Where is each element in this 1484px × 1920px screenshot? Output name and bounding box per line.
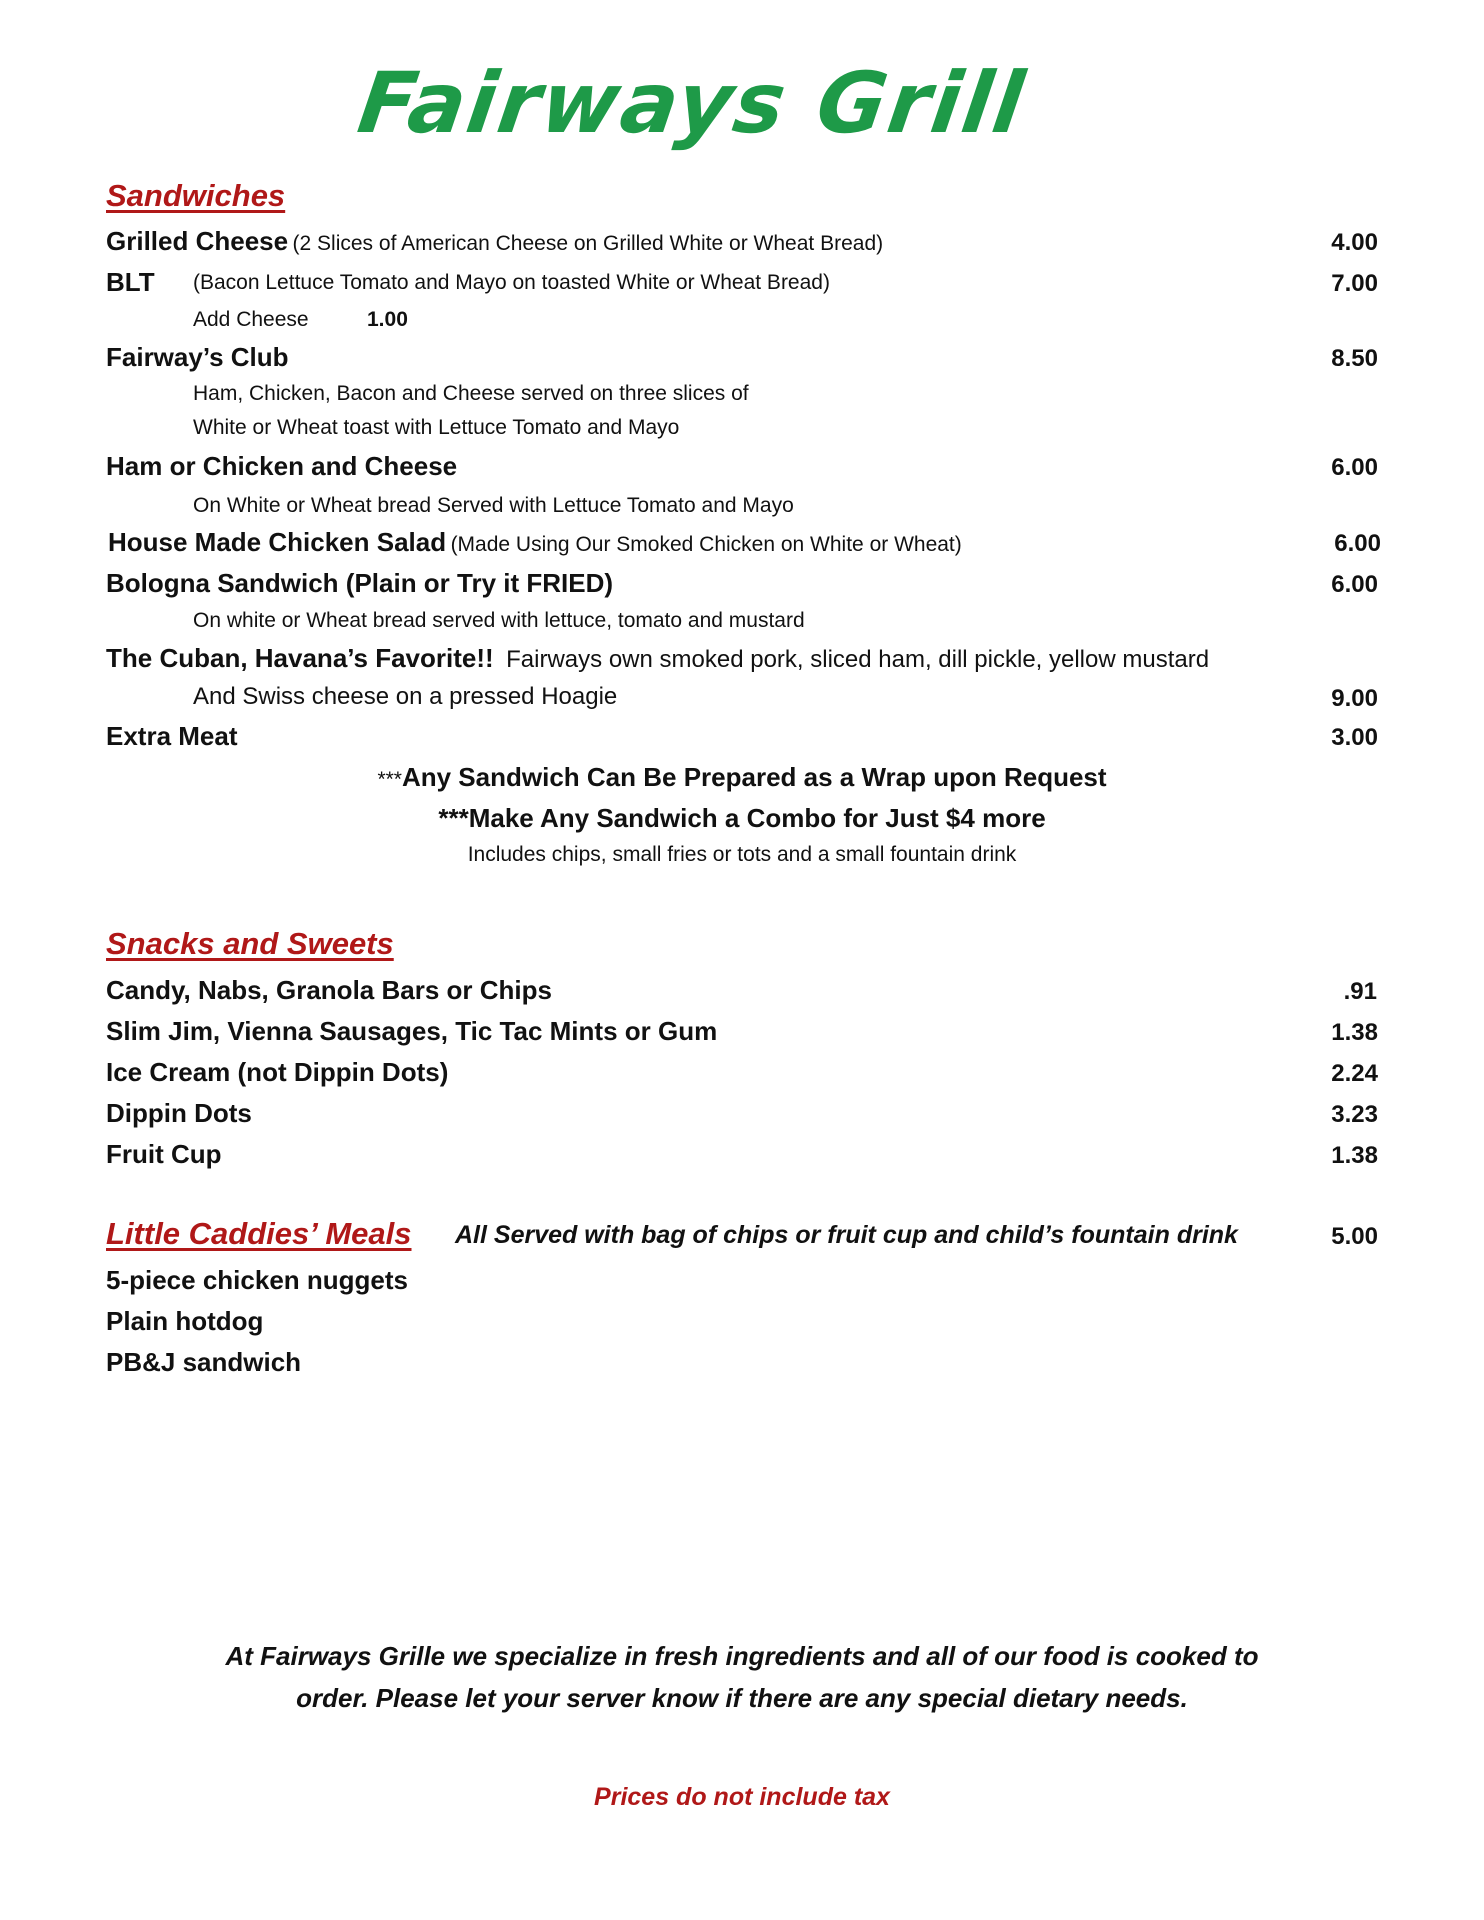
kids-item-name: Plain hotdog bbox=[106, 1306, 264, 1336]
item-price: 6.00 bbox=[1331, 571, 1378, 598]
item-name: The Cuban, Havana’s Favorite!! bbox=[106, 643, 494, 673]
item-price: 3.00 bbox=[1331, 724, 1378, 751]
wrap-note-prefix: *** bbox=[377, 768, 402, 791]
item-name-club: Fairway’s Club bbox=[106, 342, 289, 372]
snack-item-price: 1.38 bbox=[1331, 1142, 1378, 1169]
snack-item-name: Candy, Nabs, Granola Bars or Chips bbox=[106, 975, 552, 1005]
item-name: House Made Chicken Salad bbox=[108, 527, 447, 557]
item-price: 8.50 bbox=[1331, 345, 1378, 372]
addon-price: 1.00 bbox=[367, 308, 408, 331]
snack-item-price: .91 bbox=[1343, 978, 1377, 1005]
item-name-extra-meat: Extra Meat bbox=[106, 721, 238, 751]
item-name-blt: BLT bbox=[106, 267, 155, 297]
kids-item-name: PB&J sandwich bbox=[106, 1347, 302, 1377]
item-name-ham-chicken: Ham or Chicken and Cheese bbox=[106, 451, 458, 481]
snack-item-name: Dippin Dots bbox=[106, 1098, 252, 1128]
combo-detail: Includes chips, small fries or tots and a small fountain drink bbox=[467, 843, 1017, 866]
snack-item-price: 2.24 bbox=[1331, 1060, 1378, 1087]
item-description: (2 Slices of American Cheese on Grilled White or Wheat Bread) bbox=[292, 232, 884, 255]
snack-item-name: Slim Jim, Vienna Sausages, Tic Tac Mints or Gum bbox=[106, 1016, 718, 1046]
item-price: 6.00 bbox=[1331, 454, 1378, 481]
item-description: Ham, Chicken, Bacon and Cheese served on three slices of bbox=[193, 382, 749, 405]
item-price: 4.00 bbox=[1331, 229, 1378, 256]
item-name-bologna: Bologna Sandwich (Plain or Try it FRIED) bbox=[106, 568, 614, 598]
restaurant-title: Fairways Grill bbox=[352, 54, 1032, 152]
wrap-note-text: Any Sandwich Can Be Prepared as a Wrap upon Request bbox=[401, 762, 1107, 792]
wrap-note bbox=[0, 762, 1484, 793]
item-description: On White or Wheat bread Served with Lettuce Tomato and Mayo bbox=[193, 494, 794, 517]
kids-meals-price: 5.00 bbox=[1331, 1223, 1378, 1250]
item-description: (Bacon Lettuce Tomato and Mayo on toasted White or Wheat Bread) bbox=[193, 271, 830, 294]
menu-item-grilled-cheese bbox=[106, 226, 883, 257]
tax-note: Prices do not include tax bbox=[594, 1783, 890, 1811]
freshness-statement: At Fairways Grille we specialize in fresh ingredients and all of our food is cooked to order. Please let your server know if there are any special dietary needs. bbox=[225, 1641, 1259, 1713]
snack-item-price: 3.23 bbox=[1331, 1101, 1378, 1128]
menu-item-cuban bbox=[106, 643, 1209, 674]
snack-item-price: 1.38 bbox=[1331, 1019, 1378, 1046]
item-price: 9.00 bbox=[1331, 685, 1378, 712]
kids-meals-heading: Little Caddies’ Meals bbox=[106, 1216, 412, 1251]
item-description: On white or Wheat bread served with lettuce, tomato and mustard bbox=[193, 609, 805, 632]
snack-item-name: Fruit Cup bbox=[106, 1139, 222, 1169]
kids-item-name: 5-piece chicken nuggets bbox=[106, 1265, 408, 1295]
item-description: Fairways own smoked pork, sliced ham, dill pickle, yellow mustard bbox=[506, 646, 1210, 673]
item-description: And Swiss cheese on a pressed Hoagie bbox=[193, 683, 618, 710]
menu-item-chicken-salad bbox=[108, 527, 962, 558]
sandwiches-heading: Sandwiches bbox=[106, 178, 286, 213]
addon-label: Add Cheese bbox=[193, 308, 309, 331]
item-name: Grilled Cheese bbox=[106, 226, 289, 256]
snacks-heading: Snacks and Sweets bbox=[106, 926, 394, 961]
combo-note: ***Make Any Sandwich a Combo for Just $4 more bbox=[438, 803, 1046, 833]
item-price: 7.00 bbox=[1331, 270, 1378, 297]
snack-item-name: Ice Cream (not Dippin Dots) bbox=[106, 1057, 449, 1087]
item-description: White or Wheat toast with Lettuce Tomato and Mayo bbox=[193, 416, 680, 439]
item-price: 6.00 bbox=[1334, 530, 1381, 557]
item-description: (Made Using Our Smoked Chicken on White or Wheat) bbox=[450, 533, 962, 556]
kids-meals-description: All Served with bag of chips or fruit cup and child’s fountain drink bbox=[455, 1221, 1238, 1249]
